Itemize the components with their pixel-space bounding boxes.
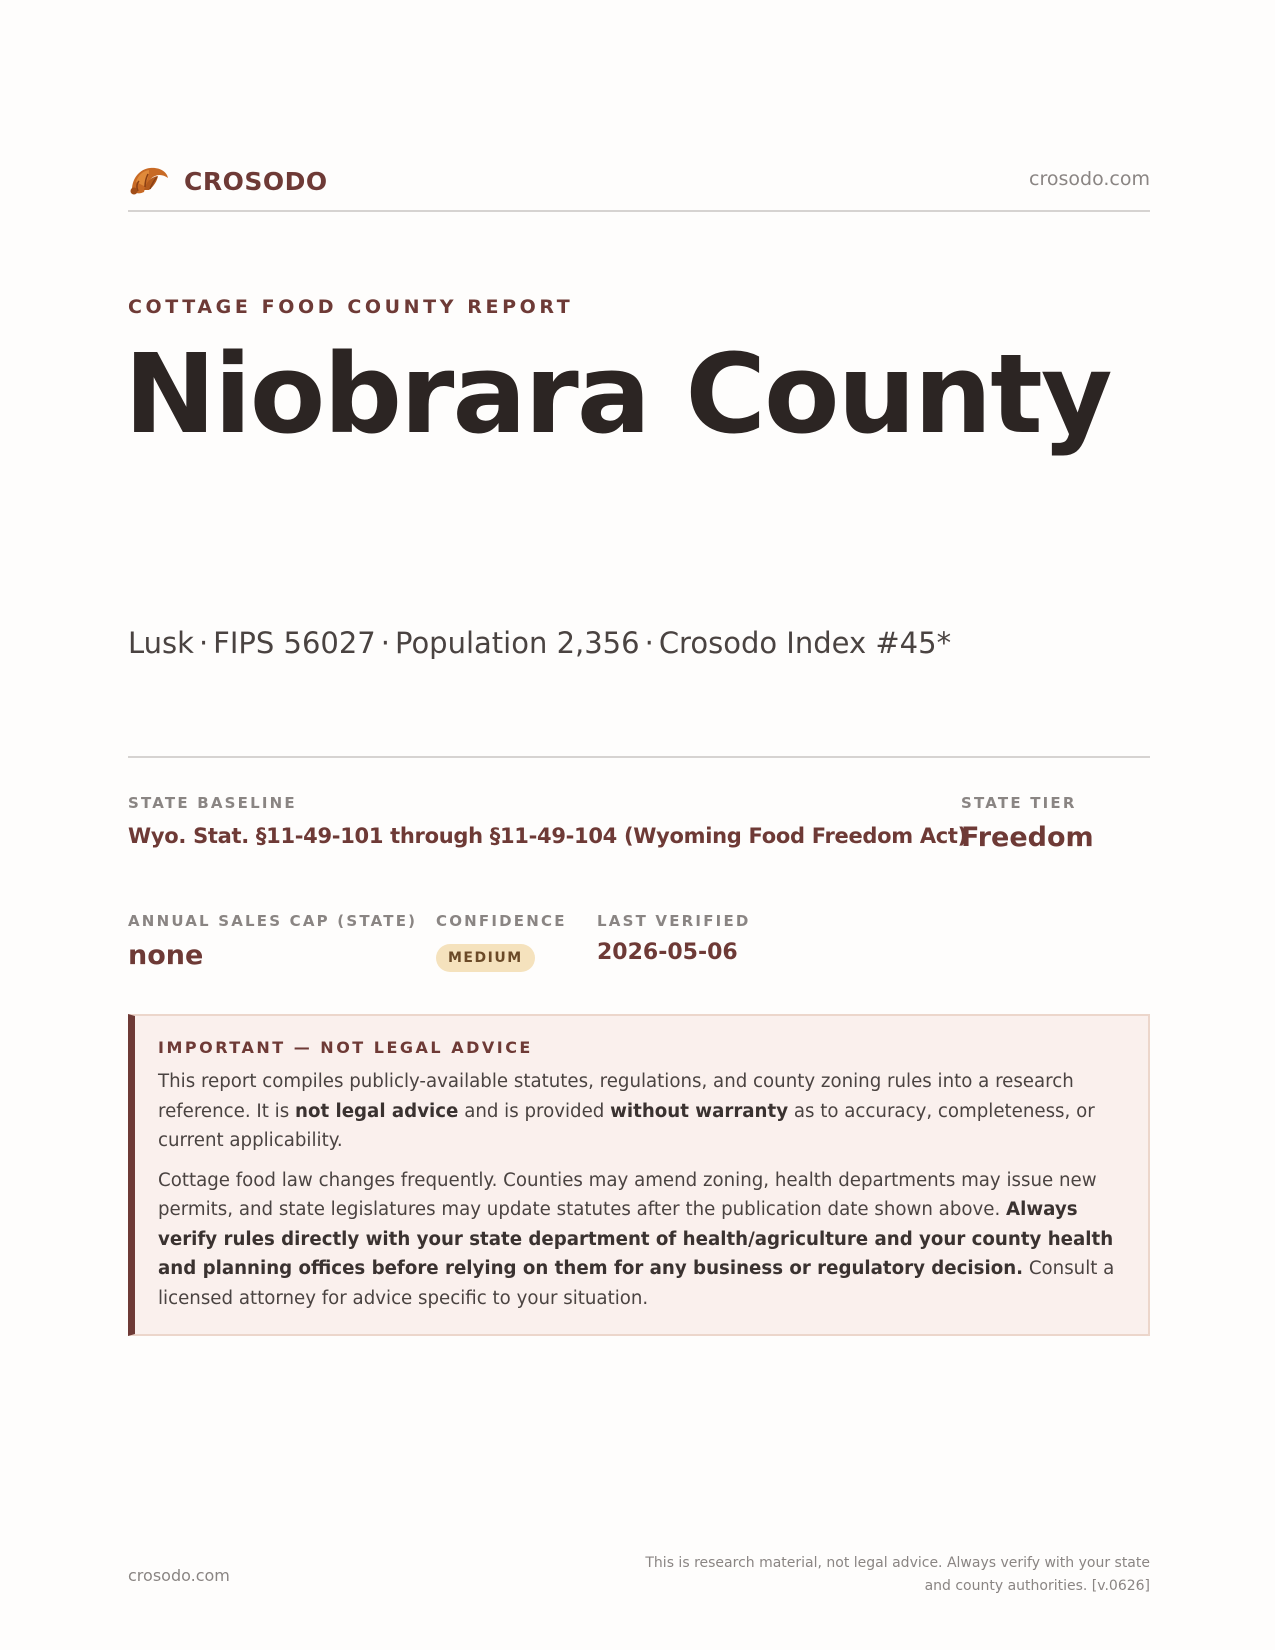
state-tier [961,794,1094,853]
legal-notice [128,1014,1150,1336]
county-population: Population 2,356 [394,626,640,660]
county-title: Niobrara County [124,330,1111,458]
state-baseline [128,794,967,848]
confidence-badge: MEDIUM [436,944,535,972]
confidence [436,912,567,972]
last-verified-label: LAST VERIFIED [597,912,751,930]
last-verified-value: 2026-05-06 [597,940,738,965]
brand-name: CROSODO [184,166,328,196]
section-divider [128,756,1150,758]
croissant-icon [128,160,170,202]
crosodo-index: Crosodo Index #45* [658,626,952,660]
sales-cap-label: ANNUAL SALES CAP (STATE) [128,912,418,930]
state-baseline-label: STATE BASELINE [128,794,297,812]
header-site-link[interactable]: crosodo.com [1029,168,1150,190]
legal-notice-title: IMPORTANT — NOT LEGAL ADVICE [158,1038,533,1057]
footer-disclaimer: This is research material, not legal advice. Always verify with your state and county authorities. [v.0626] [645,1555,1150,1594]
legal-notice-paragraph-1: This report compiles publicly-available statutes, regulations, and county zoning rules into a research reference. It is not legal advice and is provided without warranty as to accuracy, completeness, or current applicability. [158,1071,1095,1151]
last-verified [597,912,751,965]
legal-notice-paragraph-2: Cottage food law changes frequently. Counties may amend zoning, health departments may issue new permits, and state legislatures may update statutes after the publication date shown above. Always verify rules directly with your state department of health/agriculture and your county health and planning offices before relying on them for any business or regulatory decision. Consult a licensed attorney for advice specific to your situation. [158,1169,1115,1309]
report-kicker: COTTAGE FOOD COUNTY REPORT [128,296,574,318]
page-header [128,158,1150,212]
sales-cap-value: none [128,940,204,971]
report-page [124,0,1150,1650]
annual-sales-cap [128,912,417,971]
county-seat: Lusk [128,626,194,660]
state-tier-label: STATE TIER [961,794,1077,812]
state-tier-value: Freedom [961,822,1094,853]
county-summary: Lusk · FIPS 56027 · Population 2,356 · Crosodo Index #45* [128,626,952,660]
county-fips: FIPS 56027 [213,626,376,660]
state-baseline-value: Wyo. Stat. §11-49-101 through §11-49-104 (Wyoming Food Freedom Act) [128,824,967,848]
footer-site-link[interactable]: crosodo.com [128,1566,230,1585]
brand[interactable] [128,160,328,202]
confidence-label: CONFIDENCE [436,912,567,930]
